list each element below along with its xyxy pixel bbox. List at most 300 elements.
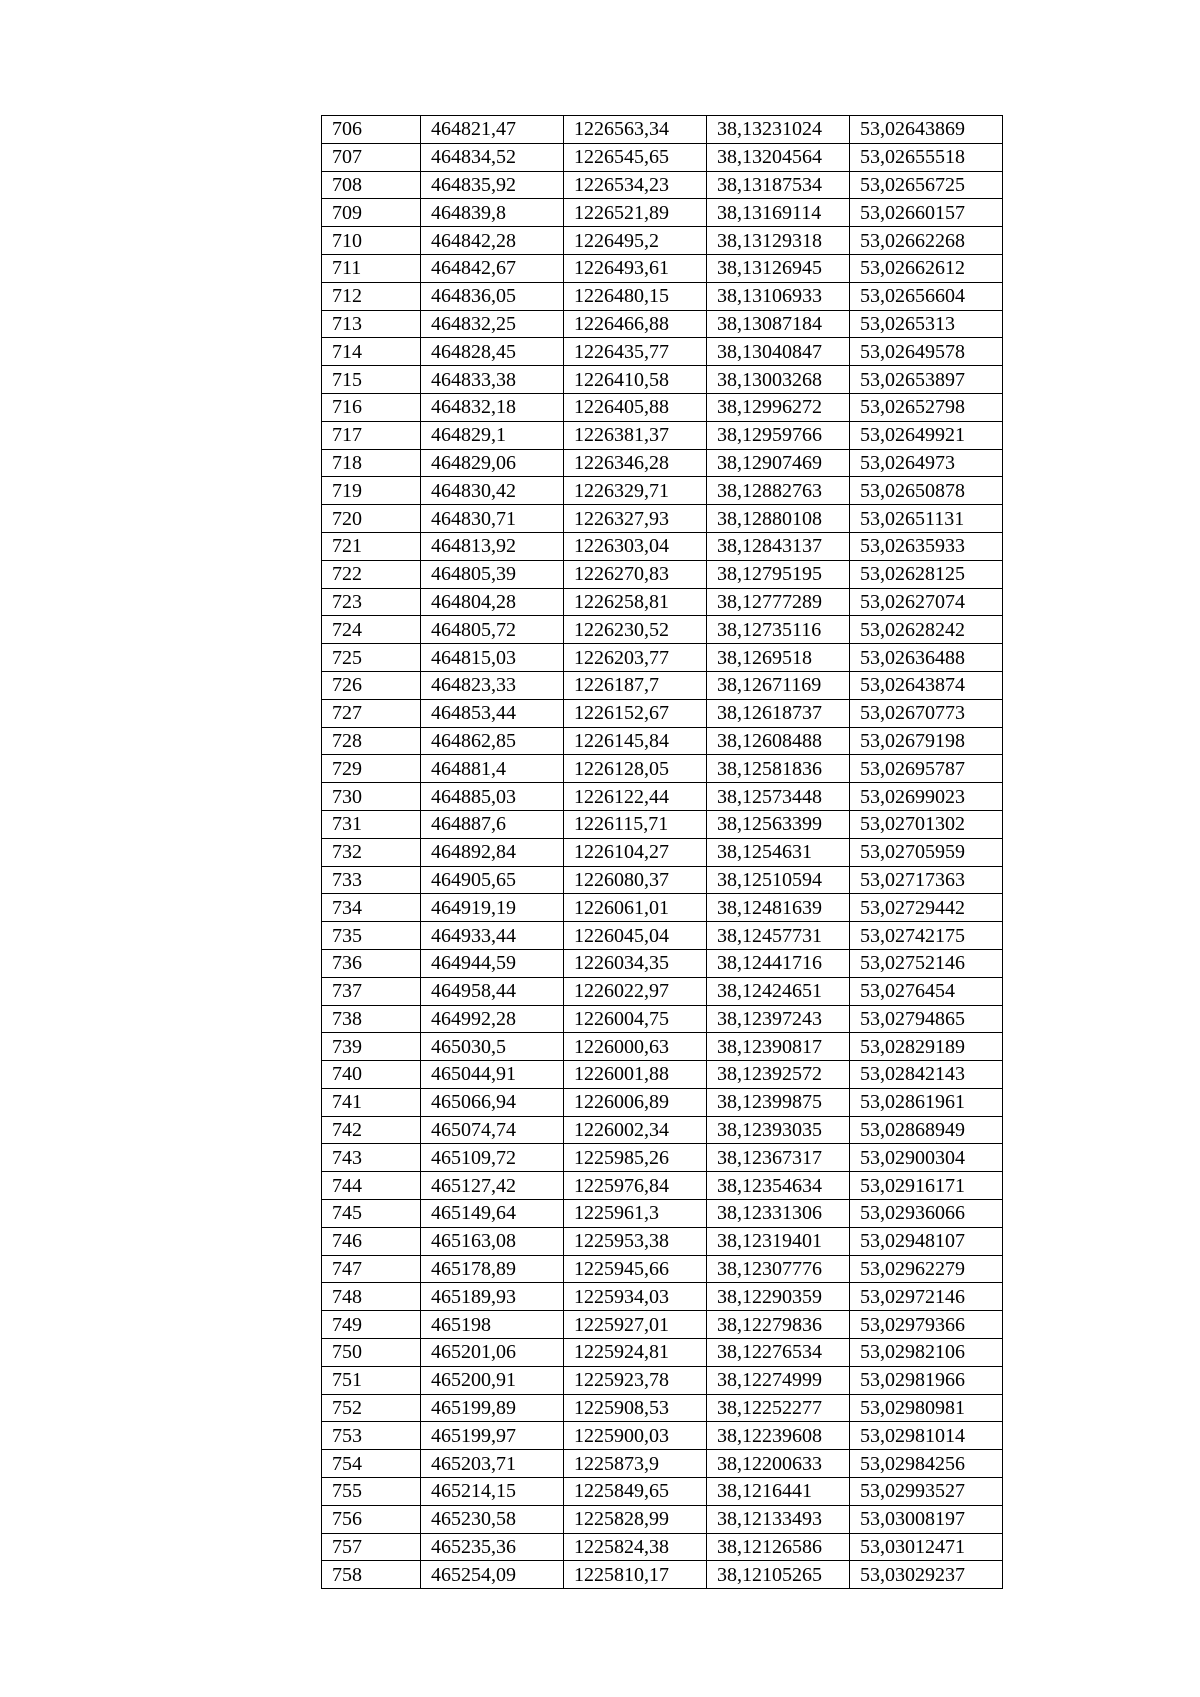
x-coordinate-cell: 465189,93 [421, 1283, 564, 1311]
point-number-cell: 718 [322, 449, 421, 477]
point-number-cell: 750 [322, 1339, 421, 1367]
point-number-cell: 715 [322, 366, 421, 394]
coordinates-table-body [322, 116, 1003, 1589]
point-number-cell: 755 [322, 1478, 421, 1506]
x-coordinate-cell: 464828,45 [421, 338, 564, 366]
table-row [322, 699, 1003, 727]
point-number-cell: 721 [322, 532, 421, 560]
longitude-cell: 38,13129318 [707, 227, 850, 255]
longitude-cell: 38,12882763 [707, 477, 850, 505]
longitude-cell: 38,13204564 [707, 143, 850, 171]
latitude-cell: 53,02794865 [850, 1005, 1003, 1033]
x-coordinate-cell: 464805,39 [421, 560, 564, 588]
x-coordinate-cell: 464887,6 [421, 810, 564, 838]
point-number-cell: 731 [322, 810, 421, 838]
y-coordinate-cell: 1226152,67 [564, 699, 707, 727]
point-number-cell: 753 [322, 1422, 421, 1450]
y-coordinate-cell: 1226230,52 [564, 616, 707, 644]
y-coordinate-cell: 1226466,88 [564, 310, 707, 338]
latitude-cell: 53,02662268 [850, 227, 1003, 255]
point-number-cell: 749 [322, 1311, 421, 1339]
y-coordinate-cell: 1225953,38 [564, 1227, 707, 1255]
longitude-cell: 38,12393035 [707, 1116, 850, 1144]
x-coordinate-cell: 464919,19 [421, 894, 564, 922]
x-coordinate-cell: 464853,44 [421, 699, 564, 727]
longitude-cell: 38,12563399 [707, 810, 850, 838]
point-number-cell: 734 [322, 894, 421, 922]
latitude-cell: 53,02650878 [850, 477, 1003, 505]
table-row [322, 477, 1003, 505]
point-number-cell: 745 [322, 1200, 421, 1228]
latitude-cell: 53,02742175 [850, 922, 1003, 950]
x-coordinate-cell: 464813,92 [421, 532, 564, 560]
x-coordinate-cell: 465254,09 [421, 1561, 564, 1589]
longitude-cell: 38,12618737 [707, 699, 850, 727]
y-coordinate-cell: 1226493,61 [564, 254, 707, 282]
x-coordinate-cell: 464862,85 [421, 727, 564, 755]
latitude-cell: 53,02948107 [850, 1227, 1003, 1255]
point-number-cell: 757 [322, 1533, 421, 1561]
x-coordinate-cell: 464823,33 [421, 671, 564, 699]
y-coordinate-cell: 1225934,03 [564, 1283, 707, 1311]
point-number-cell: 737 [322, 977, 421, 1005]
longitude-cell: 38,12996272 [707, 393, 850, 421]
y-coordinate-cell: 1225873,9 [564, 1450, 707, 1478]
table-row [322, 644, 1003, 672]
table-row [322, 1088, 1003, 1116]
point-number-cell: 717 [322, 421, 421, 449]
table-row [322, 449, 1003, 477]
x-coordinate-cell: 465198 [421, 1311, 564, 1339]
latitude-cell: 53,02655518 [850, 143, 1003, 171]
longitude-cell: 38,12290359 [707, 1283, 850, 1311]
longitude-cell: 38,12126586 [707, 1533, 850, 1561]
x-coordinate-cell: 464933,44 [421, 922, 564, 950]
table-row [322, 1450, 1003, 1478]
latitude-cell: 53,02972146 [850, 1283, 1003, 1311]
longitude-cell: 38,12573448 [707, 783, 850, 811]
point-number-cell: 744 [322, 1172, 421, 1200]
longitude-cell: 38,12354634 [707, 1172, 850, 1200]
point-number-cell: 754 [322, 1450, 421, 1478]
point-number-cell: 712 [322, 282, 421, 310]
x-coordinate-cell: 465030,5 [421, 1033, 564, 1061]
x-coordinate-cell: 464836,05 [421, 282, 564, 310]
latitude-cell: 53,02660157 [850, 199, 1003, 227]
x-coordinate-cell: 465109,72 [421, 1144, 564, 1172]
latitude-cell: 53,02705959 [850, 838, 1003, 866]
table-row [322, 171, 1003, 199]
point-number-cell: 742 [322, 1116, 421, 1144]
y-coordinate-cell: 1226545,65 [564, 143, 707, 171]
latitude-cell: 53,02701302 [850, 810, 1003, 838]
latitude-cell: 53,02980981 [850, 1394, 1003, 1422]
x-coordinate-cell: 465203,71 [421, 1450, 564, 1478]
table-row [322, 1227, 1003, 1255]
longitude-cell: 38,13126945 [707, 254, 850, 282]
latitude-cell: 53,02670773 [850, 699, 1003, 727]
table-row [322, 310, 1003, 338]
x-coordinate-cell: 464892,84 [421, 838, 564, 866]
longitude-cell: 38,12274999 [707, 1366, 850, 1394]
latitude-cell: 53,02636488 [850, 644, 1003, 672]
point-number-cell: 756 [322, 1505, 421, 1533]
latitude-cell: 53,02656725 [850, 171, 1003, 199]
point-number-cell: 714 [322, 338, 421, 366]
longitude-cell: 38,12581836 [707, 755, 850, 783]
table-row [322, 393, 1003, 421]
y-coordinate-cell: 1225923,78 [564, 1366, 707, 1394]
point-number-cell: 741 [322, 1088, 421, 1116]
point-number-cell: 719 [322, 477, 421, 505]
point-number-cell: 726 [322, 671, 421, 699]
latitude-cell: 53,02861961 [850, 1088, 1003, 1116]
point-number-cell: 747 [322, 1255, 421, 1283]
table-row [322, 977, 1003, 1005]
latitude-cell: 53,02627074 [850, 588, 1003, 616]
point-number-cell: 724 [322, 616, 421, 644]
y-coordinate-cell: 1226534,23 [564, 171, 707, 199]
latitude-cell: 53,02981966 [850, 1366, 1003, 1394]
longitude-cell: 38,12252277 [707, 1394, 850, 1422]
x-coordinate-cell: 464839,8 [421, 199, 564, 227]
longitude-cell: 38,12880108 [707, 505, 850, 533]
latitude-cell: 53,02900304 [850, 1144, 1003, 1172]
table-row [322, 616, 1003, 644]
table-row [322, 1505, 1003, 1533]
table-row [322, 1255, 1003, 1283]
latitude-cell: 53,02982106 [850, 1339, 1003, 1367]
point-number-cell: 707 [322, 143, 421, 171]
longitude-cell: 38,12133493 [707, 1505, 850, 1533]
latitude-cell: 53,02752146 [850, 949, 1003, 977]
longitude-cell: 38,12608488 [707, 727, 850, 755]
table-row [322, 1394, 1003, 1422]
y-coordinate-cell: 1226006,89 [564, 1088, 707, 1116]
y-coordinate-cell: 1225924,81 [564, 1339, 707, 1367]
longitude-cell: 38,13087184 [707, 310, 850, 338]
table-row [322, 783, 1003, 811]
table-row [322, 421, 1003, 449]
point-number-cell: 736 [322, 949, 421, 977]
table-row [322, 1311, 1003, 1339]
x-coordinate-cell: 464881,4 [421, 755, 564, 783]
y-coordinate-cell: 1226381,37 [564, 421, 707, 449]
x-coordinate-cell: 465127,42 [421, 1172, 564, 1200]
table-row [322, 199, 1003, 227]
point-number-cell: 711 [322, 254, 421, 282]
x-coordinate-cell: 465214,15 [421, 1478, 564, 1506]
longitude-cell: 38,12671169 [707, 671, 850, 699]
point-number-cell: 751 [322, 1366, 421, 1394]
x-coordinate-cell: 464829,1 [421, 421, 564, 449]
longitude-cell: 38,1216441 [707, 1478, 850, 1506]
table-row [322, 1422, 1003, 1450]
x-coordinate-cell: 464830,71 [421, 505, 564, 533]
longitude-cell: 38,13231024 [707, 116, 850, 144]
table-row [322, 1533, 1003, 1561]
x-coordinate-cell: 465178,89 [421, 1255, 564, 1283]
table-row [322, 1005, 1003, 1033]
y-coordinate-cell: 1226563,34 [564, 116, 707, 144]
longitude-cell: 38,12843137 [707, 532, 850, 560]
point-number-cell: 738 [322, 1005, 421, 1033]
y-coordinate-cell: 1226258,81 [564, 588, 707, 616]
y-coordinate-cell: 1225900,03 [564, 1422, 707, 1450]
longitude-cell: 38,12307776 [707, 1255, 850, 1283]
latitude-cell: 53,02699023 [850, 783, 1003, 811]
point-number-cell: 748 [322, 1283, 421, 1311]
latitude-cell: 53,02717363 [850, 866, 1003, 894]
table-row [322, 1061, 1003, 1089]
point-number-cell: 710 [322, 227, 421, 255]
point-number-cell: 706 [322, 116, 421, 144]
table-row [322, 254, 1003, 282]
y-coordinate-cell: 1225961,3 [564, 1200, 707, 1228]
longitude-cell: 38,13040847 [707, 338, 850, 366]
point-number-cell: 716 [322, 393, 421, 421]
x-coordinate-cell: 464842,28 [421, 227, 564, 255]
longitude-cell: 38,12907469 [707, 449, 850, 477]
table-row [322, 366, 1003, 394]
x-coordinate-cell: 465163,08 [421, 1227, 564, 1255]
point-number-cell: 713 [322, 310, 421, 338]
point-number-cell: 709 [322, 199, 421, 227]
x-coordinate-cell: 464944,59 [421, 949, 564, 977]
table-row [322, 894, 1003, 922]
longitude-cell: 38,12367317 [707, 1144, 850, 1172]
latitude-cell: 53,0265313 [850, 310, 1003, 338]
y-coordinate-cell: 1226061,01 [564, 894, 707, 922]
latitude-cell: 53,0276454 [850, 977, 1003, 1005]
table-row [322, 671, 1003, 699]
x-coordinate-cell: 464832,18 [421, 393, 564, 421]
point-number-cell: 720 [322, 505, 421, 533]
longitude-cell: 38,12105265 [707, 1561, 850, 1589]
y-coordinate-cell: 1226022,97 [564, 977, 707, 1005]
latitude-cell: 53,02628242 [850, 616, 1003, 644]
longitude-cell: 38,12481639 [707, 894, 850, 922]
y-coordinate-cell: 1226410,58 [564, 366, 707, 394]
x-coordinate-cell: 464833,38 [421, 366, 564, 394]
longitude-cell: 38,12200633 [707, 1450, 850, 1478]
longitude-cell: 38,13106933 [707, 282, 850, 310]
table-row [322, 532, 1003, 560]
y-coordinate-cell: 1225824,38 [564, 1533, 707, 1561]
x-coordinate-cell: 464830,42 [421, 477, 564, 505]
latitude-cell: 53,03029237 [850, 1561, 1003, 1589]
latitude-cell: 53,02649578 [850, 338, 1003, 366]
longitude-cell: 38,1254631 [707, 838, 850, 866]
point-number-cell: 730 [322, 783, 421, 811]
table-row [322, 755, 1003, 783]
x-coordinate-cell: 465235,36 [421, 1533, 564, 1561]
x-coordinate-cell: 464815,03 [421, 644, 564, 672]
x-coordinate-cell: 465199,97 [421, 1422, 564, 1450]
latitude-cell: 53,02656604 [850, 282, 1003, 310]
y-coordinate-cell: 1226002,34 [564, 1116, 707, 1144]
table-row [322, 1200, 1003, 1228]
y-coordinate-cell: 1225908,53 [564, 1394, 707, 1422]
point-number-cell: 733 [322, 866, 421, 894]
x-coordinate-cell: 464835,92 [421, 171, 564, 199]
latitude-cell: 53,02993527 [850, 1478, 1003, 1506]
longitude-cell: 38,12276534 [707, 1339, 850, 1367]
longitude-cell: 38,12777289 [707, 588, 850, 616]
y-coordinate-cell: 1226034,35 [564, 949, 707, 977]
latitude-cell: 53,0264973 [850, 449, 1003, 477]
latitude-cell: 53,02984256 [850, 1450, 1003, 1478]
table-row [322, 838, 1003, 866]
longitude-cell: 38,12239608 [707, 1422, 850, 1450]
x-coordinate-cell: 465200,91 [421, 1366, 564, 1394]
y-coordinate-cell: 1226329,71 [564, 477, 707, 505]
point-number-cell: 723 [322, 588, 421, 616]
x-coordinate-cell: 464885,03 [421, 783, 564, 811]
latitude-cell: 53,02652798 [850, 393, 1003, 421]
y-coordinate-cell: 1225810,17 [564, 1561, 707, 1589]
table-row [322, 1116, 1003, 1144]
latitude-cell: 53,02651131 [850, 505, 1003, 533]
point-number-cell: 732 [322, 838, 421, 866]
x-coordinate-cell: 465074,74 [421, 1116, 564, 1144]
x-coordinate-cell: 464958,44 [421, 977, 564, 1005]
y-coordinate-cell: 1226303,04 [564, 532, 707, 560]
longitude-cell: 38,12392572 [707, 1061, 850, 1089]
point-number-cell: 722 [322, 560, 421, 588]
y-coordinate-cell: 1226480,15 [564, 282, 707, 310]
longitude-cell: 38,12399875 [707, 1088, 850, 1116]
latitude-cell: 53,02842143 [850, 1061, 1003, 1089]
latitude-cell: 53,02643869 [850, 116, 1003, 144]
x-coordinate-cell: 464829,06 [421, 449, 564, 477]
x-coordinate-cell: 464804,28 [421, 588, 564, 616]
y-coordinate-cell: 1225976,84 [564, 1172, 707, 1200]
x-coordinate-cell: 464805,72 [421, 616, 564, 644]
latitude-cell: 53,02829189 [850, 1033, 1003, 1061]
point-number-cell: 758 [322, 1561, 421, 1589]
point-number-cell: 729 [322, 755, 421, 783]
longitude-cell: 38,13169114 [707, 199, 850, 227]
x-coordinate-cell: 464992,28 [421, 1005, 564, 1033]
y-coordinate-cell: 1226080,37 [564, 866, 707, 894]
latitude-cell: 53,02936066 [850, 1200, 1003, 1228]
latitude-cell: 53,02643874 [850, 671, 1003, 699]
longitude-cell: 38,12795195 [707, 560, 850, 588]
y-coordinate-cell: 1226521,89 [564, 199, 707, 227]
table-row [322, 922, 1003, 950]
table-row [322, 866, 1003, 894]
latitude-cell: 53,02916171 [850, 1172, 1003, 1200]
table-row [322, 338, 1003, 366]
point-number-cell: 725 [322, 644, 421, 672]
latitude-cell: 53,02695787 [850, 755, 1003, 783]
point-number-cell: 740 [322, 1061, 421, 1089]
x-coordinate-cell: 465149,64 [421, 1200, 564, 1228]
longitude-cell: 38,12457731 [707, 922, 850, 950]
point-number-cell: 727 [322, 699, 421, 727]
y-coordinate-cell: 1226000,63 [564, 1033, 707, 1061]
y-coordinate-cell: 1226001,88 [564, 1061, 707, 1089]
point-number-cell: 728 [322, 727, 421, 755]
table-row [322, 505, 1003, 533]
y-coordinate-cell: 1225849,65 [564, 1478, 707, 1506]
y-coordinate-cell: 1226045,04 [564, 922, 707, 950]
y-coordinate-cell: 1225985,26 [564, 1144, 707, 1172]
longitude-cell: 38,12510594 [707, 866, 850, 894]
latitude-cell: 53,03008197 [850, 1505, 1003, 1533]
latitude-cell: 53,02635933 [850, 532, 1003, 560]
y-coordinate-cell: 1226203,77 [564, 644, 707, 672]
latitude-cell: 53,03012471 [850, 1533, 1003, 1561]
longitude-cell: 38,12735116 [707, 616, 850, 644]
y-coordinate-cell: 1226187,7 [564, 671, 707, 699]
latitude-cell: 53,02729442 [850, 894, 1003, 922]
table-row [322, 949, 1003, 977]
y-coordinate-cell: 1226346,28 [564, 449, 707, 477]
latitude-cell: 53,02981014 [850, 1422, 1003, 1450]
table-row [322, 282, 1003, 310]
longitude-cell: 38,12331306 [707, 1200, 850, 1228]
table-row [322, 1478, 1003, 1506]
point-number-cell: 708 [322, 171, 421, 199]
x-coordinate-cell: 464834,52 [421, 143, 564, 171]
table-row [322, 1144, 1003, 1172]
table-row [322, 1339, 1003, 1367]
table-row [322, 1561, 1003, 1589]
table-row [322, 1033, 1003, 1061]
coordinates-table [321, 115, 1003, 1589]
longitude-cell: 38,12279836 [707, 1311, 850, 1339]
y-coordinate-cell: 1226405,88 [564, 393, 707, 421]
table-row [322, 588, 1003, 616]
table-row [322, 560, 1003, 588]
point-number-cell: 739 [322, 1033, 421, 1061]
longitude-cell: 38,1269518 [707, 644, 850, 672]
x-coordinate-cell: 465044,91 [421, 1061, 564, 1089]
table-row [322, 1283, 1003, 1311]
longitude-cell: 38,12319401 [707, 1227, 850, 1255]
latitude-cell: 53,02662612 [850, 254, 1003, 282]
longitude-cell: 38,12959766 [707, 421, 850, 449]
longitude-cell: 38,12424651 [707, 977, 850, 1005]
latitude-cell: 53,02653897 [850, 366, 1003, 394]
table-row [322, 116, 1003, 144]
x-coordinate-cell: 465066,94 [421, 1088, 564, 1116]
table-row [322, 143, 1003, 171]
table-row [322, 227, 1003, 255]
x-coordinate-cell: 464905,65 [421, 866, 564, 894]
x-coordinate-cell: 465201,06 [421, 1339, 564, 1367]
point-number-cell: 743 [322, 1144, 421, 1172]
table-row [322, 810, 1003, 838]
y-coordinate-cell: 1225945,66 [564, 1255, 707, 1283]
latitude-cell: 53,02868949 [850, 1116, 1003, 1144]
longitude-cell: 38,12397243 [707, 1005, 850, 1033]
longitude-cell: 38,12390817 [707, 1033, 850, 1061]
longitude-cell: 38,13187534 [707, 171, 850, 199]
y-coordinate-cell: 1225927,01 [564, 1311, 707, 1339]
x-coordinate-cell: 464842,67 [421, 254, 564, 282]
y-coordinate-cell: 1226270,83 [564, 560, 707, 588]
y-coordinate-cell: 1226128,05 [564, 755, 707, 783]
table-row [322, 1366, 1003, 1394]
point-number-cell: 746 [322, 1227, 421, 1255]
table-row [322, 1172, 1003, 1200]
longitude-cell: 38,12441716 [707, 949, 850, 977]
x-coordinate-cell: 465199,89 [421, 1394, 564, 1422]
point-number-cell: 735 [322, 922, 421, 950]
